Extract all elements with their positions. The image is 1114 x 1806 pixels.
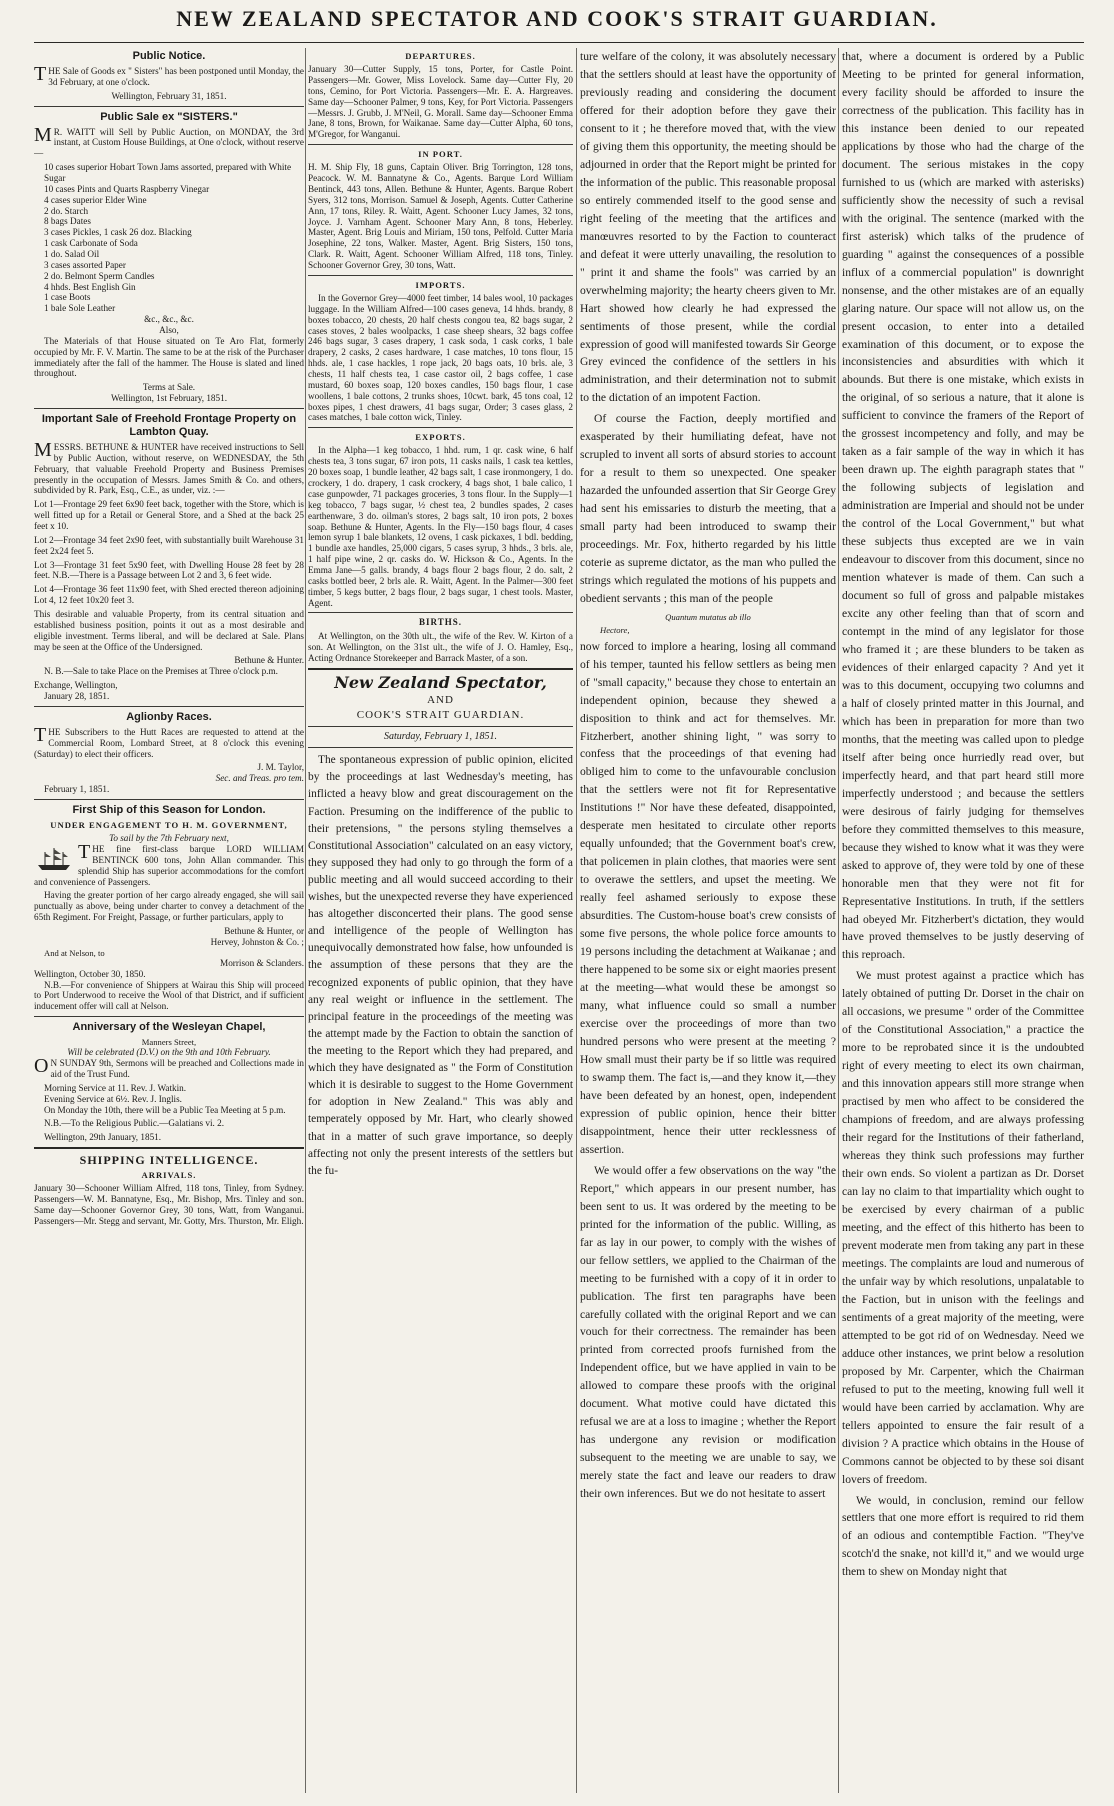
divider — [308, 612, 573, 613]
public-notice-title: Public Notice. — [132, 50, 206, 62]
divider — [34, 799, 304, 800]
freehold-sale — [34, 413, 304, 702]
column-shipping — [308, 48, 573, 1793]
chapel-monday: On Monday the 10th, there will be a Public Tea Meeting at 5 p.m. — [44, 1104, 286, 1115]
shipping-arrivals: ARRIVALS. — [141, 1170, 197, 1181]
ship-agents3: Morrison & Sclanders. — [220, 957, 304, 968]
divider — [34, 1016, 304, 1017]
editorial-paragraph: We must protest against a practice which has lately obtained of putting Dr. Dorset in the chair on all occasions, we presume " order of the Committee of the Constitutional Association," a practice the more to be reprobated since it is the undoubted right of every meeting to elect its own chairman, and this innovation appears still more strange when practised by men who affect to be considered the champions of freedom, and are always professing their regard for the Institutions of their fatherland, whereas they think such professions may further their own ends. So violent a partizan as Dr. Dorset can lay no claim to that impartiality which ought to be exercised by every chairman of a public meeting, and the effect of this hitherto has been to prevent moderate men from taking any part in these meetings. The complaints are loud and numerous of the unfair way by which resolutions, unpalatable to the Faction, but in unison with the feelings and sentiments of a great majority of the meeting, were attempted to be got rid of on Wednesday. Need we adduce other instances, we print below a resolution proposed by Mr. Carpenter, which the Chairman refused to put to the meeting, knowing full well it would have been carried by acclamation. Why are tellers appointed to ensure the fair result of a division ? A practice which obtains in the House of Commons cannot be objected to by these soi disant lovers of freedom. — [842, 969, 1084, 1486]
exports-title: EXPORTS. — [415, 432, 466, 443]
public-sale-title: Public Sale ex "SISTERS." — [100, 110, 238, 123]
divider — [34, 408, 304, 409]
public-sale-date: Wellington, 1st February, 1851. — [110, 393, 228, 404]
sailing-ship-icon — [34, 846, 74, 872]
editorial-paragraph: ture welfare of the colony, it was absolutely necessary that the settlers should at least have the opportunity of previously reading and considering the document offered for their adoption before they gave their consent to it ; he therefore moved that, with the view of giving them this opportunity, the meeting should be adjourned in order that the Report might be printed for the information of the public. This reasonable proposal so entirely commended itself to the good sense and right feeling of the meeting that the artifices and manœuvres resorted to by the Faction to counteract and defeat it were utterly unavailing, the resolution to " print it and shame the fools" was carried by an overwhelming majority; the hearty cheers given to Mr. Hart showed how clearly he had expressed the sentiments of those present, while the cordial expression of good will manifested towards Sir George Grey evinced the confidence of the settlers in his administration, and their determination not to submit to the dictation of an impotent Faction. — [580, 50, 836, 405]
ship-body2: Having the greater portion of her cargo already engaged, she will sail punctually as above, being under charter to convey a detachment of the 65th Regiment. For Freight, Passage, or further particulars, apply to — [34, 890, 304, 923]
chapel-street: Manners Street, — [141, 1037, 197, 1048]
ship-agents2: Hervey, Johnston & Co. ; — [210, 936, 304, 947]
freehold-title: Important Sale of Freehold Frontage Property on Lambton Quay. — [41, 413, 297, 438]
ship-engagement: UNDER ENGAGEMENT TO H. M. GOVERNMENT, — [50, 819, 288, 830]
list-item: 3 cases Pickles, 1 cask 26 doz. Blacking — [44, 227, 192, 238]
list-item: 4 hhds. Best English Gin — [44, 281, 136, 292]
imports-body: In the Governor Grey—4000 feet timber, 14 bales wool, 10 packages luggage. In the William Alfred—100 cases geneva, 14 hhds. brandy, 8 boxes tobacco, 20 chests, 20 half chests congou tea, 82 bags sugar, 2 cases stoves, 2 bales woolpacks, 1 case sheep shears, 32 bags coffee 246 bags sugar, 3 cases drapery, 1 cask soda, 1 cask corks, 1 bale drapery, 2 casks, 2 cases hardware, 1 case matches, 10 tons flour, 15 hhds. ale, 1 case hackles, 1 rope jack, 20 bags oats, 10 brls. ale, 3 chests, 11 half chests tea, 1 case castor oil, 2 bags coffee, 1 case mustard, 60 boxes soap, 120 boxes candles, 150 bags flour, 1 case woollens, 1 bale cottons, 2 trunks shoes, 10cwt. bark, 45 tons coal, 12 boxes pipes, 1 chest drawers, 41 bags sugar, Order; 3 cases glass, 2 cases matches, 1 bale cotton wick, Tinley. — [308, 293, 573, 423]
paper-title: New Zealand Spectator, — [334, 672, 547, 692]
list-item: 8 bags Dates — [44, 216, 91, 227]
public-sale-also-text: The Materials of that House situated on Te Aro Flat, formerly occupied by Mr. F. V. Martin. The same to be at the risk of the Purchaser immediately after the fall of the hammer. The House is slated and lined throughout. — [34, 335, 304, 379]
divider — [34, 1147, 304, 1149]
divider — [308, 275, 573, 276]
chapel-date: Wellington, 29th January, 1851. — [44, 1132, 162, 1143]
chapel-title: Anniversary of the Wesleyan Chapel, — [72, 1021, 266, 1034]
public-notice — [34, 50, 304, 102]
editorial-body: The spontaneous expression of public opinion, elicited by the proceedings at last Wednesday's meeting, has inflicted a heavy blow and great discouragement on the Faction. Presuming on the indifference of the public to their pretensions, " the persons styling themselves a Constitutional Association" calculated on an easy victory, they supposed they had only to go through the form of a public meeting and all would succeed according to their wishes, but the unexpected reverse they have experienced has altogether disconcerted their plans. The good sense and intelligence of the people of Wellington has unequivocally demonstrated how false, how unfounded is the assumption of these persons that they are the recognized exponents of public opinion, that they have any real weight or influence in the settlement. The principal feature in the proceedings of the meeting was the attempt made by the Faction to obtain the sanction of the meeting to the Report which they had prepared, and which they have designated as " the Form of Constitution which it is desirable to suggest to the Home Government for adoption in New Zealand." This was ably and temperately opposed by Mr. Hart, who clearly showed that in a matter of such grave importance, so deeply affecting not only the present interests of the settlers but the fu- — [308, 754, 573, 1177]
races-sign1: J. M. Taylor, — [257, 762, 304, 773]
list-item: 2 do. Starch — [44, 205, 89, 216]
list-item: 3 cases assorted Paper — [44, 259, 126, 270]
exports-body: In the Alpha—1 keg tobacco, 1 hhd. rum, 1 qr. cask wine, 6 half chests tea, 3 tons sugar, 67 iron pots, 11 casks nails, 1 cask tea kettles, 20 boxes soap, 1 bundle leather, 42 bags salt, 1 case ironmongery, 1 do. crockery, 1 do. drapery, 1 cask crockery, 4 bags shot, 1 bale calico, 1 case gunpowder, 71 packages groceries, 3 tons flour. In the Supply—1 keg tobacco, 7 bags sugar, ½ chest tea, 2 bundles spades, 2 cases earthenware, 3 do. oilman's stores, 2 bags salt, 10 iron pots, 2 boxes soap. Bethune & Hunter, Agents. In the Fly—150 bags flour, 4 cases lemon syrup 1 bale blankets, 12 ovens, 1 cask pickaxes, 1 bdl. bedding, 1 bundle axe handles, 25,000 cigars, 5 cases syrup, 3 hhds., 3 brls. ale, 1 half pipe wine, 2 qr. casks do. W. Hickson & Co., Agents. In the Emma Jane—5 galls. brandy, 4 bags flour 2 bags flour, 2 do. salt, 2 casks bottled beer, 2 brls ale. R. Waitt, Agent. In the Palmer—300 feet timber, 5 kegs butter, 2 bags flour, 2 bags sugar, 1 chest tools. Master, Agent. — [308, 445, 573, 608]
chapel-celebrated: Will be celebrated (D.V.) on the 9th and 10th February. — [67, 1047, 271, 1058]
latin-quote-2: Hectore, — [600, 625, 630, 636]
public-sale-etc: &c., &c., &c. — [144, 314, 194, 325]
public-notice-body: THE Sale of Goods ex " Sisters" has been postponed until Monday, the 3d February, at one o'clock. — [34, 62, 304, 87]
freehold-place: Exchange, Wellington, — [34, 680, 118, 691]
freehold-signature: Bethune & Hunter. — [234, 655, 304, 666]
races — [34, 711, 304, 795]
public-sale-also: Also, — [159, 324, 179, 335]
column-editorial — [580, 48, 836, 1793]
chapel-nb: N.B.—To the Religious Public.—Galatians vi. 2. — [44, 1118, 225, 1129]
list-item: 1 do. Salad Oil — [44, 248, 100, 259]
column-divider — [305, 48, 306, 1793]
ship-date: Wellington, October 30, 1850. — [34, 968, 146, 979]
races-body: THE Subscribers to the Hutt Races are requested to attend at the Commercial Room, Lombard Street, at 8 o'clock this evening (Saturday) to elect their officers. — [34, 723, 304, 759]
divider — [308, 726, 573, 727]
in-port-body: H. M. Ship Fly, 18 guns, Captain Oliver. Brig Torrington, 128 tons, Peacock. W. M. Bannatyne & Co., Agents. Barque Lord William Bentinck, 443 tons, Allen. Bethune & Hunter, Agents. Barque Robert Syers, 312 tons, Morrison. Samuel & Joseph, Agents. Cutter Catherine Ann, 17 tons, Riley. R. Waitt, Agent. Schooner Lucy James, 32 tons, Joyce. J. Varnham Agent. Schooner Mary Ann, 8 tons, Heberley. Master, Agent. Brig Louis and Miriam, 150 tons, Pelfold. Cutter Maria Josephine, 22 tons, Walker. Master, Agent. Brig Sisters, 150 tons, Clark. R. Waitt, Agent. Schooner William Alfred, 118 tons, Tinley. Schooner Governor Grey, 30 tons, Watt. — [308, 162, 573, 271]
editorial-paragraph: Of course the Faction, deeply mortified and exasperated by their humiliating defeat, have not scrupled to invent all sorts of absurd stories to account for a result to them so unexpected. One speaker hazarded the unfounded assertion that Sir George Grey had sent his emissaries to disturb the meeting, that a small party had been introduced to swamp their proceedings. Mr. Fox, hitherto regarded by his little coterie as supreme dictator, as the man who pulled the strings which regulated the motions of his puppets and obedient servants ; this man of the people — [580, 412, 836, 606]
divider — [308, 427, 573, 428]
public-sale-terms: Terms at Sale. — [142, 382, 196, 393]
public-sale — [34, 111, 304, 404]
shipping-intelligence — [34, 1153, 304, 1227]
races-sign2: Sec. and Treas. pro tem. — [215, 773, 304, 784]
editorial-paragraph: that, where a document is ordered by a Public Meeting to be printed for general information, every facility should be afforded to insure the correctness of the publication. This facility has in this instance been denied to our repeated applications by those who had the charge of the document. The serious mistakes in the copy furnished to us (which are marked with asterisks) sufficiently show the necessity of such a revisal with the original. The sentence (marked with the first asterisk) which talks of the prudence of guarding " against the consequences of a possible influx of a commercial population" is downright nonsense, and the other mistakes are of an equally glaring nature. Our space will not allow us, on the present occasion, to enter into a detailed examination of this document, or to expose the inconsistencies and absurdities with which it abounds. But there is one mistake, which exists in the original, of so serious a nature, that it alone is sufficient to convince the framers of the Report of the grossest incompetency and folly, and may be taken as a fair sample of the way in which it has been drawn up. The eighth paragraph states that " the following subjects of legislation and administration are Imperial and should not be under the control of the Local Government," but what these subjects thus excepted are we in vain endeavour to discover from this document, since no mention whatever is made of them. Can such a document so full of gross and palpable mistakes excite any other feeling than that of scorn and contempt in the mind of any legislator for those who framed it ; are these blunders to be taken as evidences of their enlarged capacity ? And yet it was to this document, occupying two columns and a half of closely printed matter in this Journal, and which has been in preparation for more than two months, that the meeting was called upon to pledge itself after being once hurriedly read over, but imperfectly heard, and that part heard still more imperfectly understood ; and because the settlers were desirous of fairly judging for themselves before they committed themselves to this measure, because they wished to know what it was they were asked to approve of, they were told by one of these honorable men that they were not fit for Representative Institutions. In truth, if the settlers had obeyed Mr. Fitzherbert's dictation, they would have proved themselves to be justly deserving of this reproach. — [842, 50, 1084, 962]
masthead: NEW ZEALAND SPECTATOR AND COOK'S STRAIT GUARDIAN. — [176, 6, 938, 31]
freehold-nb: N. B.—Sale to take Place on the Premises at Three o'clock p.m. — [44, 666, 278, 677]
chapel-body: ON SUNDAY 9th, Sermons will be preached and Collections made in aid of the Trust Fund. — [34, 1055, 304, 1079]
freehold-lot: Lot 1—Frontage 29 feet 6x90 feet back, together with the Store, which is well fitted up for a Retail or General Store, and a Shed at the back 25 feet x 10. — [34, 499, 304, 531]
in-port-title: IN PORT. — [418, 149, 463, 160]
list-item: 1 case Boots — [44, 292, 91, 303]
freehold-lot: Lot 3—Frontage 31 feet 5x90 feet, with Dwelling House 28 feet by 28 feet. N.B.—There is a Passage between Lot 2 and 3, 6 feet wide. — [34, 559, 304, 581]
editorial-paragraph: We would, in conclusion, remind our fellow settlers that one more effort is required to rid them of an odious and contemptible Faction. "They've scotch'd the snake, not kill'd it," and we would urge them to shew on Monday night that — [842, 1493, 1084, 1579]
chapel-anniversary — [34, 1021, 304, 1143]
departures-title: DEPARTURES. — [405, 51, 476, 61]
shipping-title: SHIPPING INTELLIGENCE. — [79, 1153, 259, 1168]
divider — [308, 668, 573, 670]
freehold-intro: MESSRS. BETHUNE & HUNTER have received instructions to Sell by Public Auction, without reserve, on WEDNESDAY, the 5th February, that valuable Freehold Property and Business Premises presently in the occupation of Messrs. James Smith & Co. and others, subdivided by R. Park, Esq., C.E., as under, viz. :— — [34, 438, 304, 496]
public-notice-date: Wellington, February 31, 1851. — [111, 90, 227, 101]
list-item: 4 cases superior Elder Wine — [44, 194, 147, 205]
divider — [34, 106, 304, 107]
births-title: BIRTHS. — [419, 617, 462, 628]
ship-body: THE fine first-class barque LORD WILLIAM BENTINCK 600 tons, John Allan commander. This splendid Ship has superior accommodations for the comfort and convenience of Passengers. — [34, 840, 304, 887]
ship-sail: To sail by the 7th February next, — [109, 833, 229, 844]
masthead-rule — [34, 42, 1084, 43]
latin-quote: Quantum mutatus ab illo — [665, 612, 751, 623]
editorial-paragraph: now forced to implore a hearing, losing all command of his temper, taunted his fellow settlers as being men of "small capacity," because they chose to entertain an independent opinion, because they shewed a disposition to think and act for themselves. Mr. Fitzherbert, another shining light, " was sorry to confess that the proceedings of that evening had obliged him to come to the unfavourable conclusion that the settlers were not fit for Representative Institutions !" Nor have these defeated, disappointed, desperate men hesitated to circulate other reports equally unfounded; that the Government boat's crew, that policemen in plain clothes, that maories were sent to overawe the settlers, and upset the meeting. We really feel ashamed seriously to expose these absurdities. The Custom-house boat's crew consists of some five persons, the whole police force amounts to 19 persons including the detachment at Waikanae ; and there happened to be some six or eight maories present at the meeting—what would these be amongst so many, what influence could so small a number exercise over the proceedings of more than two hundred persons who were present at the meeting ? How small must their party be if so little was required to swamp them. The fact is,—and they know it,—they have been defeated by an honest, open, independent expression of public opinion, hence their bitter disappointment, hence their utter recklessness of assertion. — [580, 639, 836, 1156]
public-sale-intro: MR. WAITT will Sell by Public Auction, on MONDAY, the 3rd instant, at Custom House Buildings, at One o'clock, without reserve— — [34, 123, 304, 159]
chapel-morning: Morning Service at 11. Rev. J. Watkin. — [44, 1082, 187, 1093]
ship-title: First Ship of this Season for London. — [72, 803, 266, 816]
editorial-paragraph: We would offer a few observations on the way "the Report," which appears in our present number, has been sent to us. It was ordered by the meeting to be printed for the information of the public. Willing, as far as lay in our power, to comply with the wishes of our fellow settlers, we applied to the Chairman of the meeting to be furnished with a copy of it in order to publication. The first ten paragraphs have been carefully collated with the original Report and we can vouch for their correctness. The remainder has been printed from corrected proofs furnished from the Independent office, but we have applied in vain to be allowed to compare these proofs with the original document. What motive could have dictated this refusal we are at a loss to imagine ; whether the Report has undergone any revision or modification subsequent to the meeting we are unable to say, we merely state the fact and leave our readers to draw their own inferences. But we do not hesitate to assert — [580, 1163, 836, 1501]
ship-nb: N.B.—For convenience of Shippers at Wairau this Ship will proceed to Port Underwood to receive the Wool of that District, and if sufficient inducement offer will call at Nelson. — [34, 979, 304, 1012]
races-date: February 1, 1851. — [44, 784, 110, 795]
ship-agents1: Bethune & Hunter, or — [224, 925, 304, 936]
imports-title: IMPORTS. — [415, 279, 466, 290]
shipping-body: January 30—Schooner William Alfred, 118 tons, Tinley, from Sydney. Passengers—W. M. Bannatyne, Esq., Mr. Bishop, Mrs. Tinley and son. Same day—Schooner Governor Grey, 30 tons, Watt, from Wanganui. Passengers—Mr. Stegg and servant, Mr. Gotty, Mrs. Thurston, Mr. Eligh. — [34, 1183, 304, 1226]
list-item: 10 cases superior Hobart Town Jams assorted, prepared with White Sugar — [44, 162, 292, 183]
list-item: 1 cask Carbonate of Soda — [44, 238, 138, 249]
ship-advert — [34, 804, 304, 1012]
freehold-closing: This desirable and valuable Property, from its central situation and established business position, points it out as a most desirable and eligible investment. Terms liberal, and will be declared at Sale. Plans may be seen at the Office of the Undersigned. — [34, 608, 304, 652]
chapel-evening: Evening Service at 6½. Rev. J. Inglis. — [44, 1093, 182, 1104]
departures-body: January 30—Cutter Supply, 15 tons, Porter, for Castle Point. Passengers—Mr. Gower, Miss Lovelock. Same day—Cutter Fly, 20 tons, Cemino, for Port Victoria. Passengers—Mr. E. A. Hargreaves. Same day—Schooner Palmer, 9 tons, Key, for Port Victoria. Passengers—Messrs. J. Grubb, J. M'Neil, G. Morall. Same day—Schooner Emma Jane, 8 tons, Brown, for Waikanae. Same day—Cutter Alpha, 60 tons, M'Gregor, for Wanganui. — [308, 64, 573, 140]
divider — [308, 144, 573, 145]
divider — [308, 747, 573, 748]
races-title: Aglionby Races. — [126, 710, 212, 723]
paper-and: AND — [427, 694, 454, 707]
list-item: 1 bale Sole Leather — [44, 303, 116, 314]
public-sale-items — [34, 162, 304, 314]
column-advertisements — [34, 48, 304, 1793]
column-editorial-continued — [842, 48, 1084, 1793]
list-item: 2 do. Belmont Sperm Candles — [44, 270, 155, 281]
freehold-date: January 28, 1851. — [44, 690, 110, 701]
births-body: At Wellington, on the 30th ult., the wife of the Rev. W. Kirton of a son. At Wellington, on the 31st ult., the wife of J. O. Hamley, Esq., Acting Ordnance Storekeeper and Barrack Master, of a son. — [308, 630, 573, 663]
ship-at-nelson: And at Nelson, to — [44, 947, 105, 958]
column-divider — [576, 48, 577, 1793]
freehold-lot: Lot 4—Frontage 36 feet 11x90 feet, with Shed erected thereon adjoining Lot 4, 12 feet 10x20 feet 3. — [34, 584, 304, 606]
freehold-lot: Lot 2—Frontage 34 feet 2x90 feet, with substantially built Warehouse 31 feet 2x24 feet 5. — [34, 534, 304, 556]
paper-date: Saturday, February 1, 1851. — [384, 731, 497, 743]
list-item: 10 cases Pints and Quarts Raspberry Vinegar — [44, 183, 210, 194]
column-divider — [838, 48, 839, 1793]
divider — [34, 706, 304, 707]
paper-subtitle: COOK'S STRAIT GUARDIAN. — [356, 709, 525, 722]
